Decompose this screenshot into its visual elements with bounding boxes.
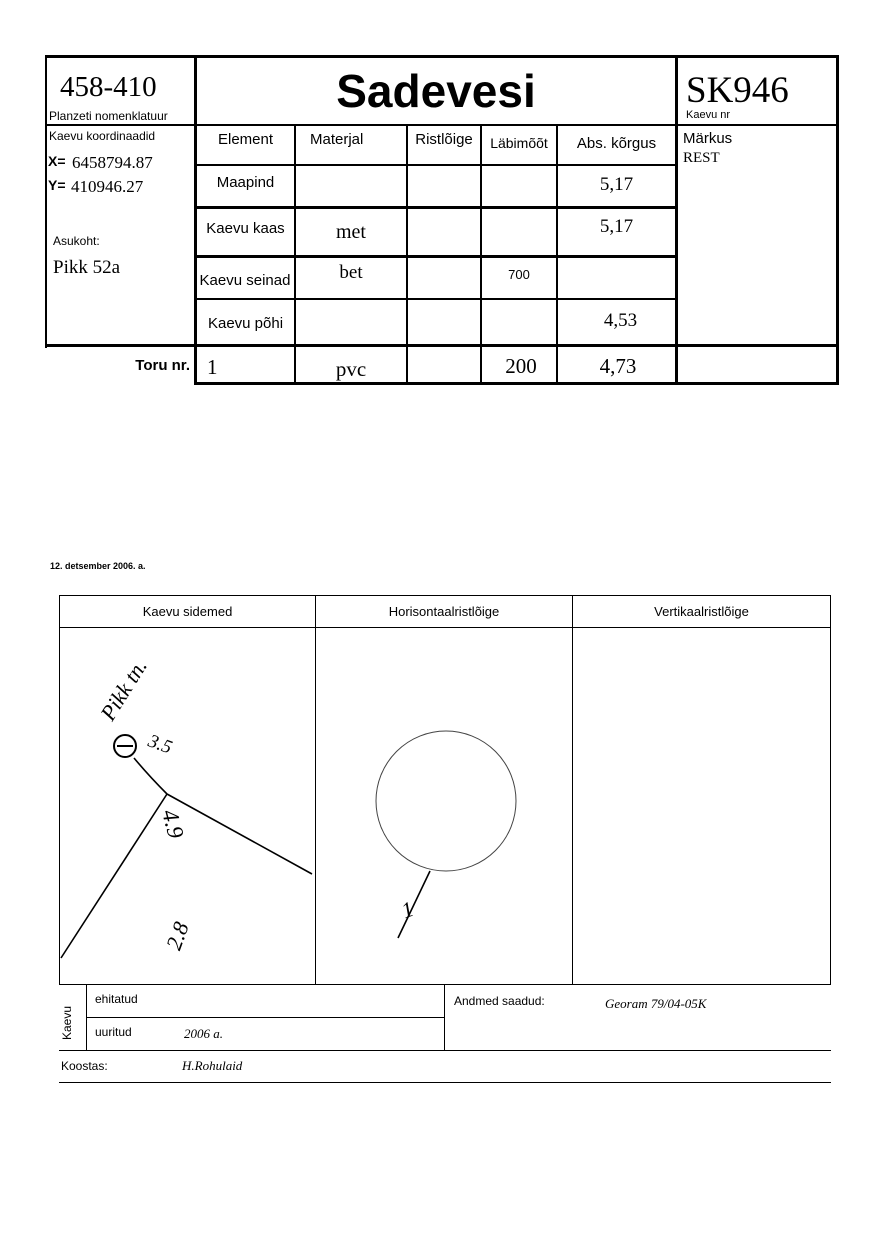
building-line [61, 794, 167, 958]
well-number-label: Kaevu nr [686, 109, 731, 121]
pipe-line-top [45, 344, 839, 347]
distance-annotation: 2.8 [160, 918, 194, 954]
row-element: Kaevu põhi [207, 314, 284, 332]
row-abs-height: 5,17 [599, 174, 634, 195]
footer-line [59, 1082, 831, 1083]
row-material [296, 166, 406, 206]
pipe-material: pvc [335, 356, 367, 381]
pipe-number: 1 [207, 354, 218, 379]
row-abs-height: 5,17 [599, 216, 634, 237]
col-header-diameter: Läbimõõt [490, 135, 548, 151]
manhole-outline [376, 731, 516, 871]
x-value: 6458794.87 [72, 153, 153, 172]
row-diameter [482, 166, 556, 206]
border-right [836, 55, 839, 385]
pipe-abs-height: 4,73 [599, 353, 637, 378]
row-cross-section [408, 258, 480, 298]
vertical-section-header: Vertikaalristlõige [654, 604, 749, 619]
col-header-cross-section: Ristlõige [415, 130, 473, 148]
row-material: bet [339, 262, 363, 283]
row-element: Kaevu seinad [199, 271, 291, 289]
street-annotation: Pikk tn. [95, 654, 152, 725]
horizontal-section-sketch [316, 628, 572, 984]
row-abs-height: 4,53 [603, 310, 638, 331]
pipe-line-bottom [194, 382, 839, 385]
document-date: 12. detsember 2006. a. [50, 561, 146, 571]
row-diameter [482, 209, 556, 255]
row-element: Kaevu kaas [206, 219, 285, 237]
sketch-border-right [830, 595, 831, 985]
location-value: Pikk 52a [53, 257, 121, 278]
row-cross-section [408, 166, 480, 206]
row-cross-section [408, 209, 480, 255]
row-element: Maapind [216, 173, 275, 191]
distance-annotation: 4.9 [157, 806, 189, 841]
y-value: 410946.27 [71, 177, 144, 196]
col-header-abs-height: Abs. kõrgus [576, 134, 657, 152]
nomenclature-label: Planzeti nomenklatuur [49, 109, 168, 123]
col-header-remark: Märkus [683, 130, 733, 147]
row-diameter [482, 300, 556, 344]
footer-line [59, 1050, 831, 1051]
footer-line [86, 1017, 444, 1018]
footer-divider [444, 985, 445, 1050]
coordinates-label: Kaevu koordinaadid [49, 129, 156, 143]
sketch-border-bottom [59, 984, 831, 985]
ties-header: Kaevu sidemed [142, 604, 233, 619]
row-abs-height [558, 258, 675, 298]
row-diameter: 700 [508, 266, 530, 282]
sketch-divider [572, 595, 573, 985]
row-material [296, 300, 406, 344]
page-title: Sadevesi [336, 65, 536, 117]
col-header-material: Materjal [310, 130, 364, 148]
nomenclature-value: 458-410 [60, 71, 157, 103]
border-left [45, 55, 47, 348]
data-source-label: Andmed saadud: [454, 994, 545, 1008]
x-label: X= [48, 153, 66, 169]
row-cross-section [408, 300, 480, 344]
surveyed-value: 2006 a. [184, 1026, 223, 1041]
surveyed-label: uuritud [95, 1025, 132, 1039]
pipe-annotation: 1 [397, 895, 417, 924]
location-label: Asukoht: [53, 234, 100, 248]
remark-value: REST [683, 150, 720, 166]
footer-side-label: Kaevu [60, 1005, 74, 1040]
data-source-value: Georam 79/04-05K [605, 996, 707, 1011]
y-label: Y= [48, 177, 66, 193]
col-line [294, 124, 296, 385]
well-number-value: SK946 [686, 70, 789, 111]
compiled-label: Koostas: [61, 1059, 108, 1073]
pipe-cross-section [408, 348, 480, 382]
compiled-value: H.Rohulaid [182, 1058, 243, 1073]
built-label: ehitatud [95, 992, 138, 1006]
col-line [556, 124, 558, 385]
pipe-diameter: 200 [505, 353, 537, 378]
col-header-element: Element [217, 130, 274, 148]
pipe-label: Toru nr. [135, 356, 190, 374]
tie-line [134, 758, 167, 794]
distance-annotation: 3.5 [145, 730, 175, 759]
horizontal-section-header: Horisontaalristlõige [388, 604, 500, 619]
row-material: met [336, 220, 366, 243]
